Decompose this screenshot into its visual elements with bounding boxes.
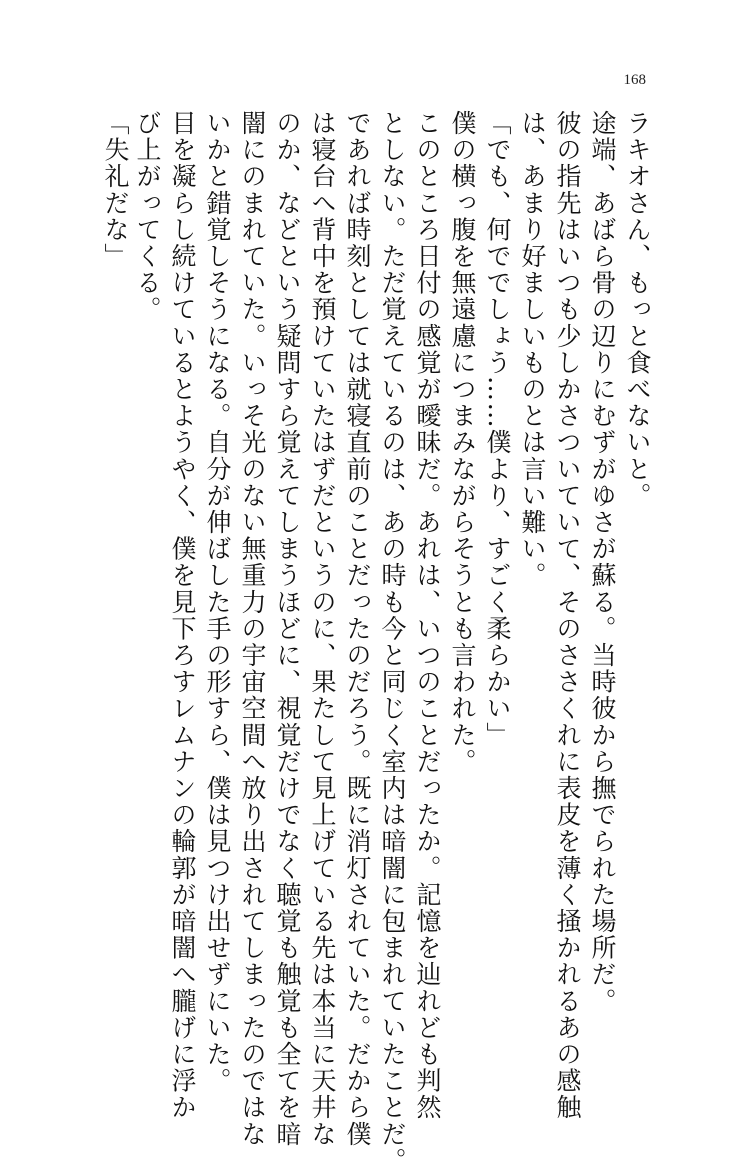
text-column: は寝台へ背中を預けていたはずだというのに、果たして見上げている先は本当に天井な	[308, 110, 337, 1148]
text-column: 「失礼だな」	[101, 110, 130, 270]
text-column: いかと錯覚しそうになる。自分が伸ばした手の形すら、僕は見つけ出せずにいた。	[203, 110, 232, 1095]
text-column: は、あまり好ましいものとは言い難い。	[518, 110, 547, 589]
text-column: ラキオさん、もっと食べないと。	[623, 110, 652, 509]
text-column: 闇にのまれていた。いっそ光のない無重力の宇宙空間へ放り出されてしまったのではな	[238, 110, 267, 1148]
text-column: 彼の指先はいつも少しかさついていて、そのささくれに表皮を薄く掻かれるあの感触	[553, 110, 582, 1121]
text-column: び上がってくる。	[133, 110, 162, 323]
text-column: としない。ただ覚えているのは、あの時も今と同じく室内は暗闇に包まれていたことだ。	[378, 110, 407, 1174]
text-column: のか、などという疑問すら覚えてしまうほどに、視覚だけでなく聴覚も触覚も全てを暗	[273, 110, 302, 1148]
page-number: 168	[623, 72, 646, 88]
text-column: であれば時刻としては就寝直前のことだったのだろう。既に消灯されていた。だから僕	[343, 110, 372, 1148]
text-column: 目を凝らし続けているとようやく、僕を見下ろすレムナンの輪郭が暗闇へ朧げに浮か	[168, 110, 197, 1121]
body-text	[100, 110, 660, 1174]
text-column: 「でも、何ででしょう……僕より、すごく柔らかい」	[483, 110, 512, 749]
text-column: このところ日付の感覚が曖昧だ。あれは、いつのことだったか。記憶を辿れども判然	[413, 110, 442, 1121]
text-column: 僕の横っ腹を無遠慮につまみながらそうとも言われた。	[448, 110, 477, 775]
text-column: 途端、あばら骨の辺りにむずがゆさが蘇る。当時彼から撫でられた場所だ。	[588, 110, 617, 1015]
